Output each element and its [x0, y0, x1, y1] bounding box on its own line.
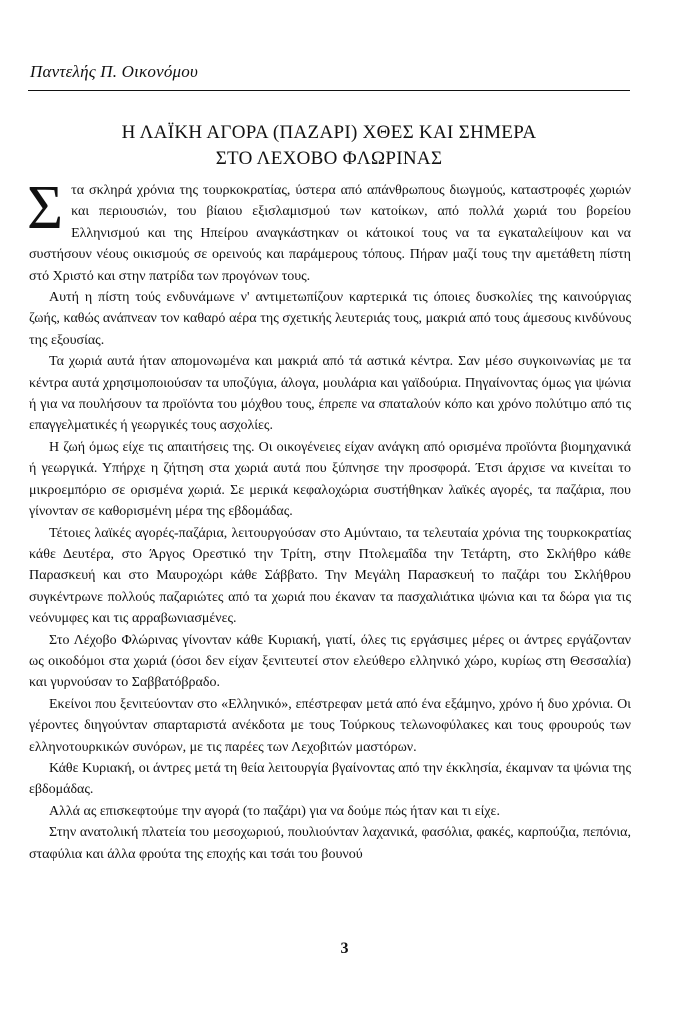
running-head-author: Παντελής Π. Οικονόμου — [30, 62, 198, 81]
page-number: 3 — [340, 940, 349, 957]
paragraph: Στην ανατολική πλατεία του μεσοχωριού, πουλιούνταν λαχανικά, φασόλια, φακές, καρπούζια, πεπόνια, σταφύλια και άλλα φρούτα της εποχής και τσάι του βουνού — [29, 825, 631, 862]
article-title-line-1: Η ΛΑΪΚΗ ΑΓΟΡΑ (ΠΑΖΑΡΙ) ΧΘΕΣ ΚΑΙ ΣΗΜΕΡΑ — [121, 122, 537, 143]
paragraph: Τα χωριά αυτά ήταν απομονωμένα και μακριά από τά αστικά κέντρα. Σαν μέσο συγκοινωνίας με τα κέντρα αυτά χρησιμοποιούσαν τα υποζύγια, άλογα, μουλάρια και γαϊδούρια. Πηγαίνοντας όμως για ψώνια ή για να πουλήσουν τα προϊόντα του μόχθου τους, έπρεπε να σπαταλούν κόπο και χρόνο πολύτιμο από τις επαγγελματικές ή γεωργικές τους ασχολίες. — [29, 354, 631, 434]
paragraph — [27, 174, 631, 287]
paragraph: Κάθε Κυριακή, οι άντρες μετά τη θεία λειτουργία βγαίνοντας από την έκκλησία, έκαμναν τα ψώνια της εβδομάδας. — [29, 760, 631, 798]
article-title-line-2: ΣΤΟ ΛΕΧΟΒΟ ΦΛΩΡΙΝΑΣ — [215, 148, 443, 169]
paragraph: Αυτή η πίστη τούς ενδυνάμωνε ν' αντιμετωπίζουν καρτερικά τις όποιες δυσκολίες της καινούργιας ζωής, καθώς ανάπνεαν τον καθαρό αέρα της σχετικής λευτεριάς τους, μακριά από τους άμεσους κινδύνους της εξουσίας. — [29, 290, 631, 348]
paragraph-text: τα σκληρά χρόνια της τουρκοκρατίας, ύστερα από απάνθρωπους διωγμούς, καταστροφές χωριών και περιουσιών, του βίαιου εξισλαμισμού των κατοίκων, από πολλά χωριά του βορείου Ελληνισμού και της Ηπείρου αναγκάστηκαν οι κάτοικοί τους να τα εγκαταλείψουν και να συστήσουν νέους οικισμούς σε ορεινούς και παράμερους τόπους. Πήραν μαζί τους την αμετάθετη πίστη στό Χριστό και στην πατρίδα των προγόνων τους. — [29, 183, 631, 284]
paragraph: Τέτοιες λαϊκές αγορές-παζάρια, λειτουργούσαν στο Αμύνταιο, τα τελευταία χρόνια της τουρκοκρατίας κάθε Δευτέρα, στο Άργος Ορεστικό την Τρίτη, στην Πτολεμαΐδα την Τετάρτη, στο Σκλήθρο κάθε Παρασκευή και στο Μαυροχώρι κάθε Σάββατο. Την Μεγάλη Παρασκευή το παζάρι του Σκλήθρου συγκέντρωνε πολλούς παζαριώτες από τα χωριά που έκαναν τα πασχαλιάτικα ψώνια και τα δώρα για τις νεόνυμφες και τις αρραβωνιασμένες. — [29, 525, 631, 627]
article-body — [27, 174, 631, 865]
article-title — [28, 120, 630, 172]
paragraph: Η ζωή όμως είχε τις απαιτήσεις της. Οι οικογένειες είχαν ανάγκη από ορισμένα προϊόντα βιομηχανικά ή γεωργικά. Υπήρχε η ζήτηση στα χωριά αυτά που ξύπνησε την προσφορά. Έτσι άρχισε να κινείται το μικροεμπόριο σε ορισμένα χωριά. Σε μερικά κεφαλοχώρια συστήθηκαν λαϊκές αγορές, τα παζάρια, που γίνονταν σε καθορισμένη μέρα της εβδομάδας. — [29, 439, 631, 520]
paragraph: Αλλά ας επισκεφτούμε την αγορά (το παζάρι) για να δούμε πώς ήταν και τι είχε. — [49, 803, 500, 819]
header-rule — [28, 90, 630, 91]
paragraph: Εκείνοι που ξενιτεύονταν στο «Ελληνικό», επέστρεφαν μετά από ένα εξάμηνο, χρόνο ή δυο χρόνια. Οι γέροντες διηγούνταν σπαρταριστά ανέκδοτα με τους Τούρκους τελωνοφύλακες και τους φρουρούς των ελληνοτουρκικών συνόρων, με τις παρέες των Λεχοβιτών μαστόρων. — [29, 696, 631, 755]
paragraph: Στο Λέχοβο Φλώρινας γίνονταν κάθε Κυριακή, γιατί, όλες τις εργάσιμες μέρες οι άντρες εργάζονταν ως οικοδόμοι στα χωριά (όσοι δεν είχαν ξενιτευτεί στον ελεύθερο ελληνικό χώρο, κυρίως στη Θεσσαλία) και γυρνούσαν το Σαββατόβραδο. — [29, 632, 631, 691]
drop-cap: Σ — [27, 174, 64, 242]
